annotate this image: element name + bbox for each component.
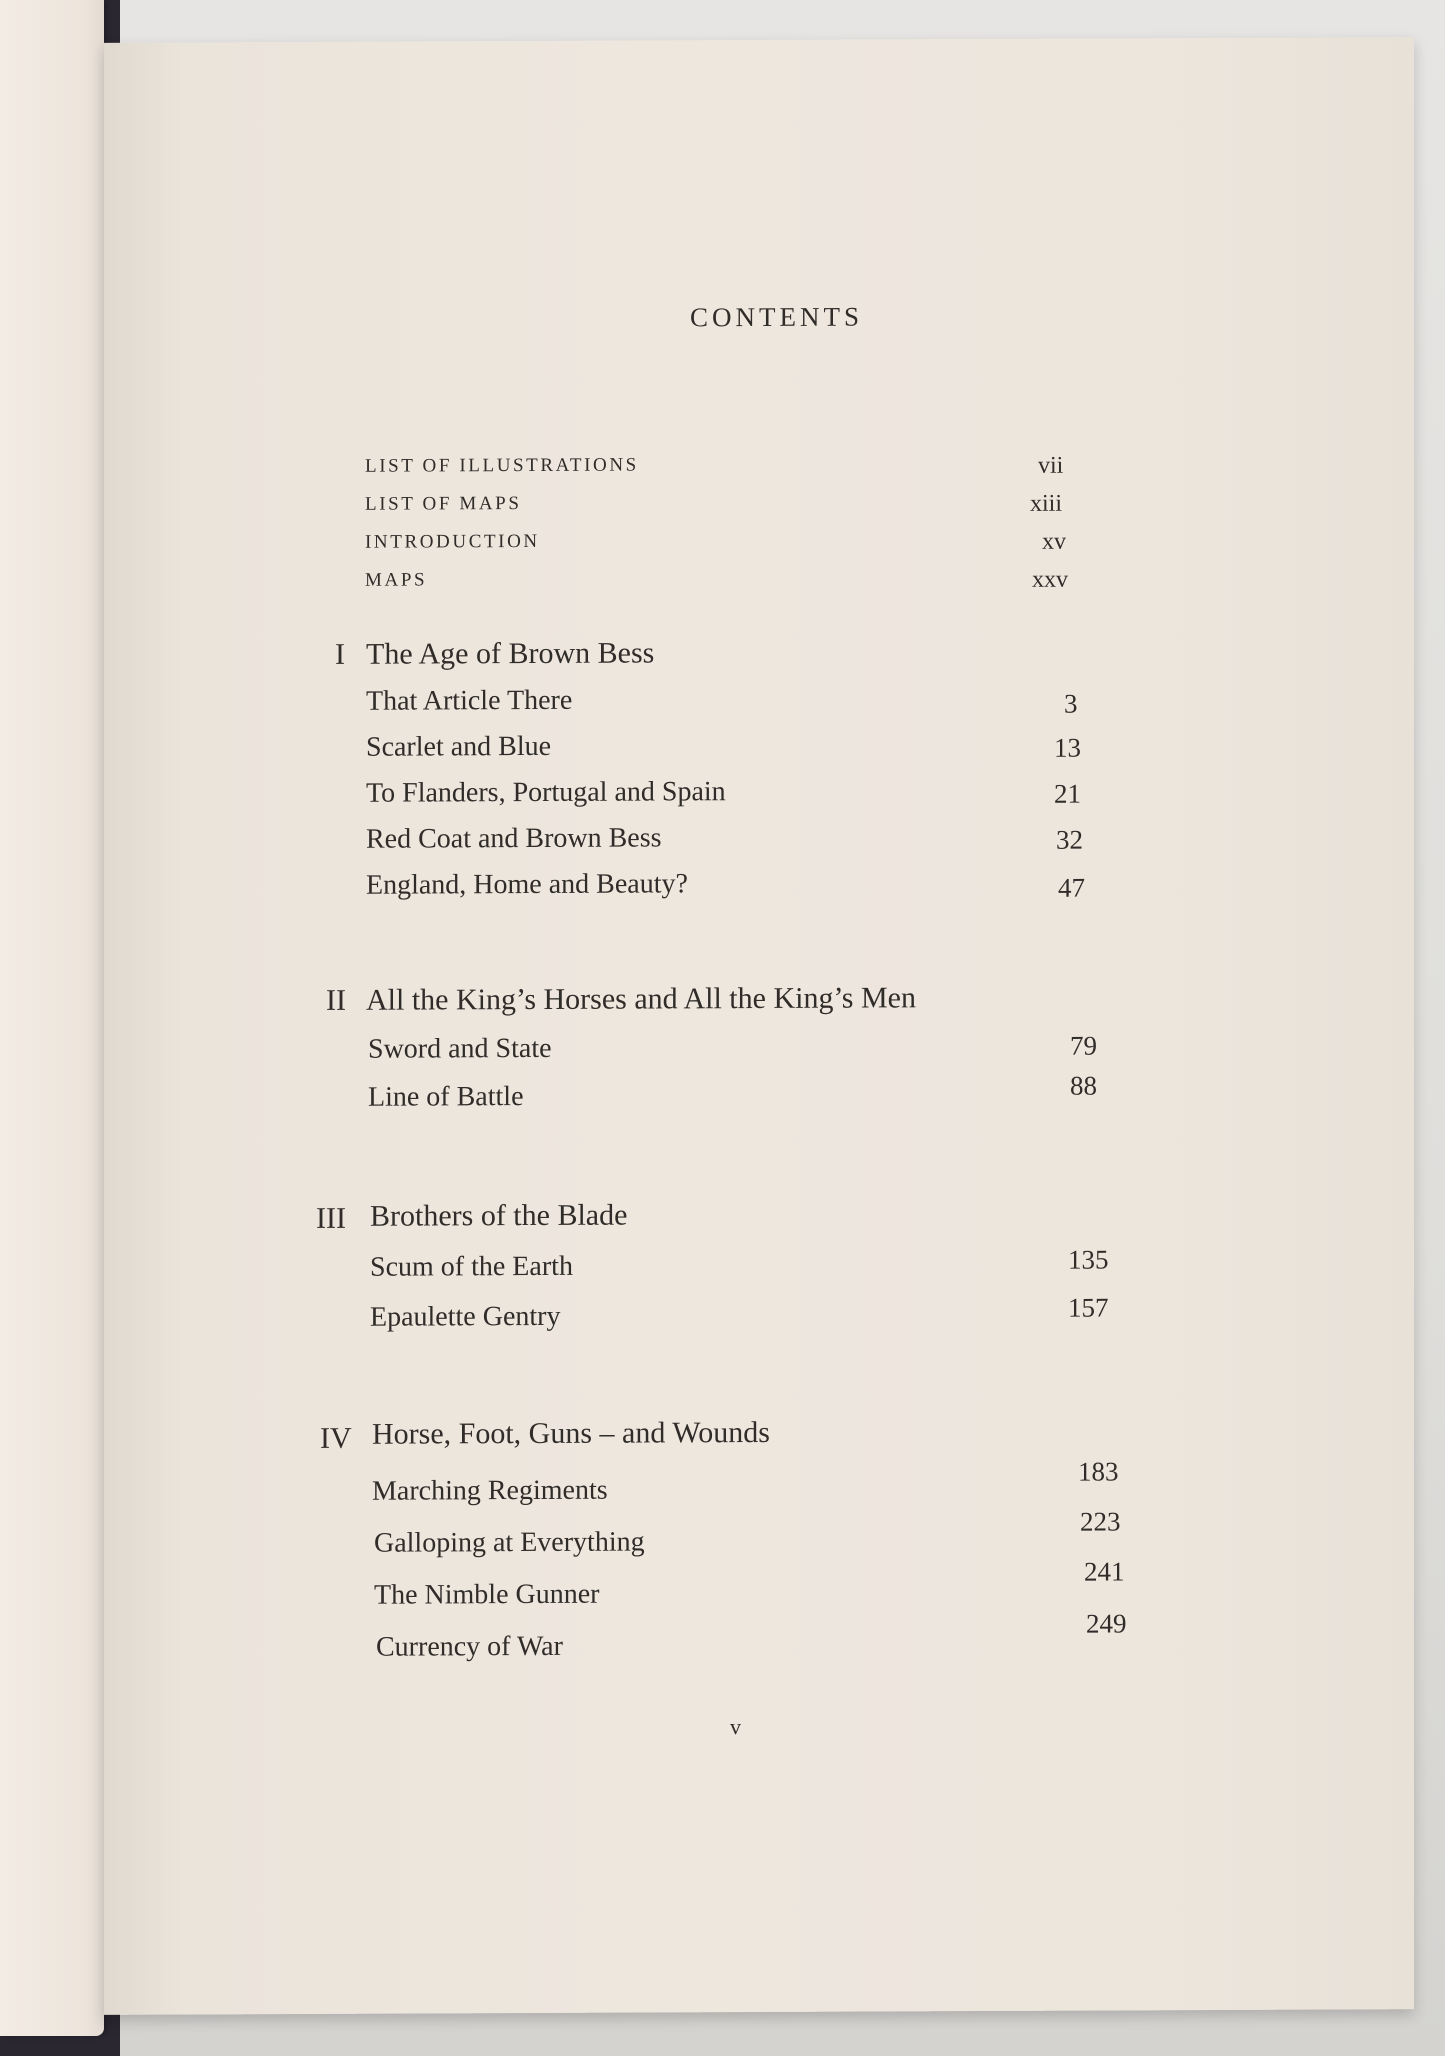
part-number: II <box>326 983 346 1017</box>
chapter-page: 32 <box>1056 824 1083 855</box>
page-number: v <box>730 1714 741 1740</box>
page-title: CONTENTS <box>690 301 863 333</box>
front-matter-label: MAPS <box>365 569 428 591</box>
part-title: All the King’s Horses and All the King’s Men <box>366 981 916 1017</box>
chapter-title: Sword and State <box>368 1032 552 1065</box>
part-number: I <box>335 637 345 671</box>
front-matter-label: LIST OF ILLUSTRATIONS <box>365 454 639 477</box>
chapter-title: Scum of the Earth <box>370 1250 573 1283</box>
front-matter-label: INTRODUCTION <box>365 530 540 553</box>
chapter-page: 3 <box>1064 688 1078 719</box>
chapter-title: Line of Battle <box>368 1081 524 1113</box>
part-title: The Age of Brown Bess <box>366 636 655 671</box>
chapter-title: The Nimble Gunner <box>374 1578 600 1611</box>
chapter-page: 79 <box>1070 1030 1097 1061</box>
chapter-title: To Flanders, Portugal and Spain <box>366 776 726 809</box>
part-number: III <box>316 1201 346 1235</box>
chapter-title: Marching Regiments <box>372 1474 608 1507</box>
chapter-page: 135 <box>1068 1244 1109 1275</box>
chapter-page: 88 <box>1070 1070 1097 1101</box>
chapter-page: 13 <box>1054 732 1081 763</box>
front-matter-page: xiii <box>1030 490 1063 517</box>
part-number: IV <box>320 1421 352 1455</box>
front-matter-page: xxv <box>1032 566 1068 593</box>
chapter-page: 241 <box>1084 1556 1125 1587</box>
chapter-title: Galloping at Everything <box>374 1526 645 1559</box>
chapter-title: Epaulette Gentry <box>370 1300 561 1333</box>
chapter-page: 157 <box>1068 1292 1109 1323</box>
chapter-page: 183 <box>1078 1456 1119 1487</box>
part-title: Horse, Foot, Guns – and Wounds <box>372 1415 770 1451</box>
chapter-title: Scarlet and Blue <box>366 730 552 763</box>
chapter-page: 249 <box>1086 1608 1127 1639</box>
part-title: Brothers of the Blade <box>370 1198 628 1233</box>
chapter-title: Currency of War <box>376 1630 563 1663</box>
chapter-title: That Article There <box>366 684 573 717</box>
front-matter-page: xv <box>1042 528 1066 555</box>
chapter-page: 47 <box>1058 872 1085 903</box>
chapter-page: 223 <box>1080 1506 1121 1537</box>
contents-page <box>104 37 1414 2015</box>
chapter-page: 21 <box>1054 778 1081 809</box>
chapter-title: Red Coat and Brown Bess <box>366 822 662 855</box>
facing-page-edge <box>0 0 104 2036</box>
chapter-title: England, Home and Beauty? <box>366 868 688 901</box>
front-matter-page: vii <box>1038 452 1064 479</box>
front-matter-label: LIST OF MAPS <box>365 493 522 515</box>
